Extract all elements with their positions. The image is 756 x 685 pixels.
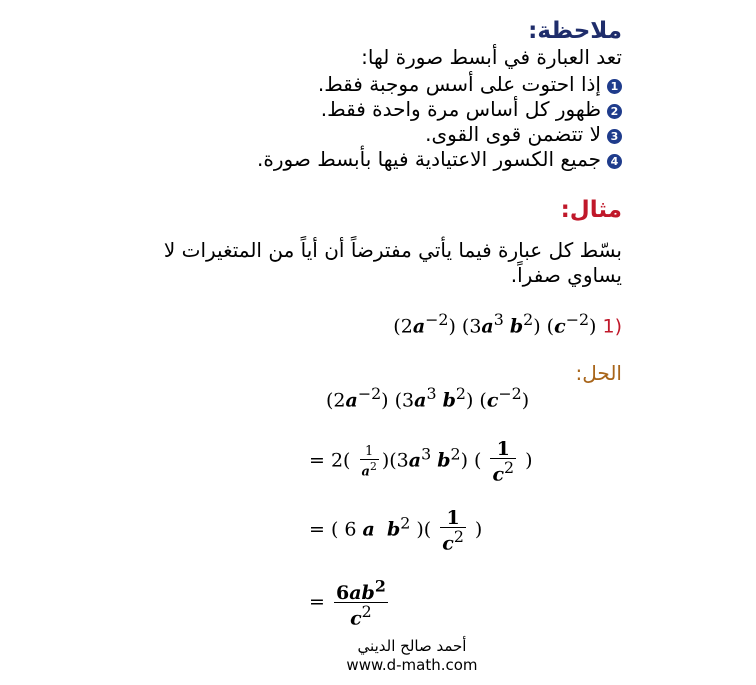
problem-number: 1) — [602, 315, 622, 338]
example-title: مثال: — [560, 197, 622, 223]
number-badge-icon: 2 — [607, 104, 622, 119]
note-item — [318, 71, 622, 97]
number-badge-icon: 4 — [607, 154, 622, 169]
solution-final: = $\frac{6ab^2}{c^2}$ — [309, 577, 386, 630]
note-item — [321, 96, 622, 122]
note-title: ملاحظة: — [528, 18, 622, 44]
note-item — [425, 121, 622, 147]
number-badge-icon: 1 — [607, 79, 622, 94]
note-item-text: جميع الكسور الاعتيادية فيها بأبسط صورة. — [257, 147, 601, 171]
note-item-text: ظهور كل أساس مرة واحدة فقط. — [320, 97, 601, 121]
solution-step-1: $(2a^{-2})$ ($3a^3$ $b^2$) $(c^{-2})$ — [326, 384, 530, 412]
problem-expression: $(2a^{-2})$ ($3a^3$ $b^2$) $(c^{-2})$ 1) — [393, 310, 622, 338]
example-instruction-line1: بسّط كل عبارة فيما يأتي مفترضاً أن أياً من المتغيرات لا — [163, 238, 622, 262]
note-item — [257, 146, 622, 172]
note-item-text: لا تتضمن قوى القوى. — [425, 122, 601, 146]
credit-author: أحمد صالح الديني — [357, 637, 467, 655]
credit-website: www.d-math.com — [346, 656, 478, 674]
solution-title: الحل: — [575, 361, 622, 385]
note-item-text: إذا احتوت على أسس موجبة فقط. — [317, 72, 601, 96]
example-instruction-line2: يساوي صفراً. — [510, 263, 622, 287]
solution-step-2: = 2( $\frac{1}{a^2}$ )($3a^3$ $b^2$) ( $\frac{1}{c^2}$ ) — [309, 438, 533, 486]
note-intro: تعد العبارة في أبسط صورة لها: — [361, 45, 622, 69]
solution-step-3: = ( 6 a $b^2$ )( $\frac{1}{c^2}$ ) — [309, 507, 483, 555]
number-badge-icon: 3 — [607, 129, 622, 144]
